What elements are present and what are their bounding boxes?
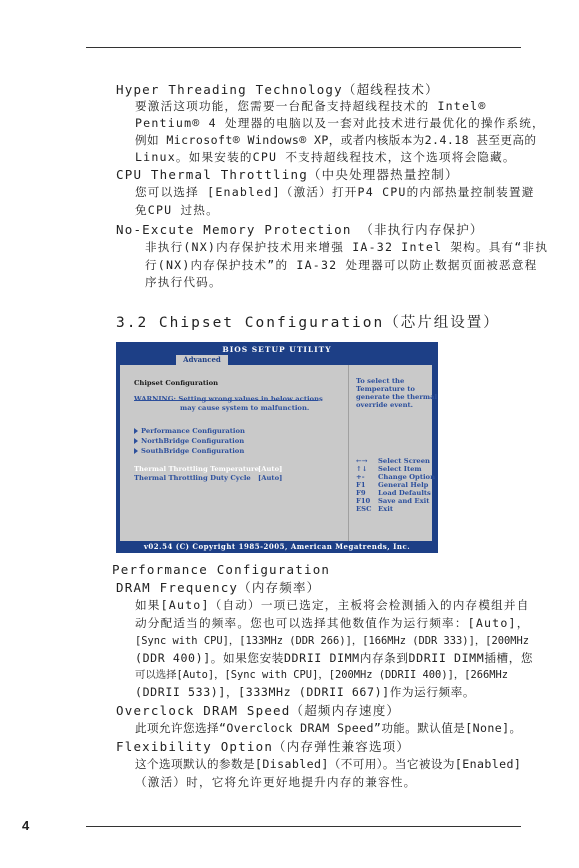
bios-option-duty-cycle[interactable]: Thermal Throttling Duty Cycle (134, 474, 251, 482)
bios-menu-northbridge[interactable] (134, 437, 244, 445)
body-line: 免CPU 过热。 (135, 203, 219, 217)
bios-main-panel (120, 365, 438, 541)
bios-warning: may cause system to malfunction. (180, 404, 310, 412)
body-line: (DDRII 533)]，[333MHz (DDRII 667)]作为运行频率。 (135, 685, 476, 699)
bios-key: ↑↓ (356, 465, 368, 473)
bios-title: BIOS SETUP UTILITY (222, 345, 332, 354)
heading-overclock-dram: Overclock DRAM Speed（超频内存速度） (116, 703, 401, 718)
bios-screenshot (116, 342, 438, 553)
bios-key-desc: Select Item (378, 465, 422, 473)
bios-help-text: generate the thermal (356, 393, 438, 401)
bios-key-desc: Change Option (378, 473, 436, 481)
body-line: 可以选择[Auto]，[Sync with CPU]，[200MHz (DDRII 400)]，[266MHz (135, 669, 509, 681)
bios-menu-label: Performance Configuration (141, 427, 245, 435)
body-line: (DDR 400)]。如果您安装DDRII DIMM内存条到DDRII DIMM插槽，您 (135, 651, 534, 665)
bios-option-value[interactable]: [Auto] (258, 465, 283, 473)
bios-key: F1 (356, 481, 366, 489)
bios-option-throttling-temp[interactable]: Thermal Throttling Temperature (134, 465, 259, 473)
heading-hyper-threading: Hyper Threading Technology（超线程技术） (116, 82, 439, 97)
bios-key-desc: Save and Exit (378, 497, 430, 505)
bios-key-desc: Select Screen (378, 457, 431, 465)
bottom-rule (86, 826, 521, 827)
bios-menu-performance[interactable] (134, 427, 245, 435)
bios-key: ESC (356, 505, 372, 513)
body-line: 要激活这项功能，您需要一台配备支持超线程技术的 Intel® (135, 99, 487, 113)
bios-help-text: Temperature to (356, 385, 415, 393)
bios-menu-label: NorthBridge Configuration (141, 437, 245, 445)
body-line: [Sync with CPU]，[133MHz (DDR 266)]，[166MHz (DDR 333)]，[200MHz (135, 635, 530, 647)
bios-key: +- (356, 473, 365, 481)
bios-key-desc: Load Defaults (378, 489, 431, 497)
heading-cpu-thermal: CPU Thermal Throttling（中央处理器热量控制） (116, 167, 459, 182)
heading-nx: No-Excute Memory Protection （非执行内存保护） (116, 222, 484, 237)
bios-option-value[interactable]: [Auto] (258, 474, 283, 482)
bios-key: F10 (356, 497, 371, 505)
body-line: Linux。如果安装的CPU 不支持超线程技术，这个选项将会隐藏。 (135, 150, 516, 164)
body-line: （激活）时，它将允许更好地提升内存的兼容性。 (135, 775, 417, 789)
submenu-arrow-icon (134, 438, 138, 444)
page-number: 4 (22, 818, 30, 833)
top-rule (86, 47, 521, 48)
submenu-arrow-icon (134, 428, 138, 434)
bios-key: ←→ (356, 457, 368, 465)
bios-menu-label: SouthBridge Configuration (141, 447, 245, 455)
bios-tab-advanced[interactable]: Advanced (176, 355, 228, 365)
bios-footer: v02.54 (C) Copyright 1985-2005, American Megatrends, Inc. (143, 542, 411, 551)
bios-help-text: override event. (356, 401, 414, 409)
heading-flexibility: Flexibility Option（内存弹性兼容选项） (116, 739, 411, 754)
bios-key: F9 (356, 489, 366, 497)
body-line: 行(NX)内存保护技术”的 IA-32 处理器可以防止数据页面被恶意程 (145, 258, 538, 272)
bios-left-pane (120, 365, 349, 541)
body-line: 非执行(NX)内存保护技术用来增强 IA-32 Intel 架构。具有“非执 (145, 240, 549, 254)
body-line: 动分配适当的频率。您也可以选择其他数值作为运行频率：[Auto]， (135, 616, 530, 630)
section-title-chipset: 3.2 Chipset Configuration（芯片组设置） (116, 315, 500, 331)
body-line: 您可以选择 [Enabled]（激活）打开P4 CPU的内部热量控制装置避 (135, 185, 535, 199)
body-line: 此项允许您选择“Overclock DRAM Speed”功能。默认值是[None]。 (135, 721, 522, 735)
submenu-arrow-icon (134, 448, 138, 454)
body-line: 例如 Microsoft® Windows® XP，或者内核版本为2.4.18 甚至更高的 (135, 133, 537, 147)
bios-key-desc: General Help (378, 481, 429, 489)
bios-heading: Chipset Configuration (134, 379, 219, 387)
heading-performance-config: Performance Configuration (112, 562, 331, 577)
heading-dram-frequency: DRAM Frequency（内存频率） (116, 580, 321, 595)
body-line: Pentium® 4 处理器的电脑以及一套对此技术进行最优化的操作系统， (135, 116, 545, 130)
bios-menu-southbridge[interactable] (134, 447, 244, 455)
body-line: 如果[Auto]（自动）一项已选定，主板将会检测插入的内存模组并自 (135, 598, 530, 612)
bios-key-desc: Exit (378, 505, 393, 513)
body-line: 这个选项默认的参数是[Disabled]（不可用）。当它被设为[Enabled] (135, 757, 522, 771)
bios-help-text: To select the (356, 377, 405, 385)
bios-warning: WARNING: Setting wrong values in below actions (134, 395, 323, 403)
body-line: 序执行代码。 (145, 275, 222, 289)
